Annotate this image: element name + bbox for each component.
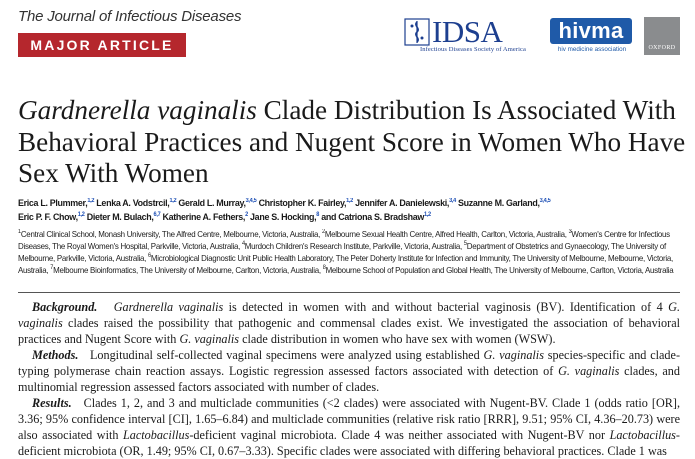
text-run: clades raised the possibility that pathogenic and commensal clades exist. We investigated the association of behavioral practices and Nugent Score with <box>18 316 680 346</box>
author-affiliation-marker: 1,2 <box>346 198 353 204</box>
author-name: Eric P. F. Chow, <box>18 211 78 223</box>
author-name: Jennifer A. Danielewski, <box>355 198 450 209</box>
text-run: species-specific and clade-typing polymerase chain reaction assays. Logistic regression assessed factors associated with detection of <box>18 348 680 378</box>
author-name: Suzanne M. Garland, <box>458 198 540 209</box>
author-name: Erica L. Plummer, <box>18 198 88 209</box>
hivma-subtitle: hiv medicine association <box>557 46 627 53</box>
italic-term: G. vaginalis <box>18 300 680 330</box>
text-run: clades, and multinomial regression assessed factors associated with number of clades. <box>18 364 680 394</box>
italic-term: Gardnerella vaginalis <box>113 300 224 314</box>
author-affiliation-marker: 1,2 <box>423 211 431 218</box>
results-heading: Results. <box>32 396 72 410</box>
italic-term: G. vaginalis <box>179 332 240 346</box>
oxford-logo: OXFORD <box>644 17 680 55</box>
affiliation-number: 5 <box>463 241 467 247</box>
affiliation-number: 6 <box>148 253 151 259</box>
author-affiliation-marker: 1,2 <box>77 211 85 218</box>
author-name: Christopher K. Fairley, <box>258 198 347 209</box>
italic-term: G. vaginalis <box>483 348 544 362</box>
results-body <box>18 396 680 458</box>
methods-body <box>18 348 680 394</box>
affiliations <box>18 228 684 276</box>
affiliation-number: 2 <box>321 229 325 235</box>
author-affiliation-marker: 8 <box>316 211 320 218</box>
methods-heading: Methods. <box>32 348 79 362</box>
author-name: Lenka A. Vodstrcil, <box>96 198 170 209</box>
author-name: Jane S. Hocking, <box>250 211 317 223</box>
idsa-logo <box>402 16 544 56</box>
idsa-subtitle: Infectious Diseases Society of America <box>420 46 526 53</box>
article-title <box>18 95 688 190</box>
text-run: clade distribution in women who have sex with women (WSW). <box>239 332 556 346</box>
affiliation-text: Women's Centre for Infectious Diseases, The Royal Women's Hospital, Parkville, Victoria, Australia, <box>18 229 670 251</box>
hivma-wordmark: hivma <box>550 18 632 44</box>
italic-term: G. vaginalis <box>558 364 620 378</box>
author-affiliation-marker: 1,2 <box>169 198 177 204</box>
author-affiliation-marker: 3,4 <box>449 198 456 204</box>
article-type-banner: MAJOR ARTICLE <box>18 33 186 57</box>
author-name: Dieter M. Bulach, <box>86 211 154 223</box>
abstract-results <box>18 395 680 459</box>
author-affiliation-marker: 6,7 <box>153 211 161 218</box>
author-affiliation-marker: 3,4,5 <box>245 198 257 204</box>
affiliation-text: Murdoch Children's Research Institute, Parkville, Victoria, Australia, <box>244 241 464 251</box>
title-italic-part: Gardnerella vaginalis <box>18 95 257 125</box>
author-affiliation-marker: 3,4,5 <box>539 198 551 204</box>
affiliation-text: Microbiological Diagnostic Unit Public Health Laboratory, The Peter Doherty Institute for Infection and Immunity, The University of Melbourne, Melbourne, Victoria, Australia, <box>18 253 673 275</box>
text-run: -deficient vaginal microbiota. Clade 4 was neither associated with Nugent-BV nor <box>189 428 610 442</box>
author-list <box>18 197 688 224</box>
author-name: Katherine A. Fethers, <box>162 211 246 223</box>
author-name: and Catriona S. Bradshaw <box>321 211 424 223</box>
affiliation-number: 7 <box>50 265 54 271</box>
text-run: is detected in women with and without bacterial vaginosis (BV). Identification of 4 <box>223 300 669 314</box>
affiliation-number: 8 <box>322 265 326 271</box>
background-body <box>18 300 680 346</box>
background-heading: Background. <box>32 300 98 314</box>
text-run: Clades 1, 2, and 3 and multiclade communities (<2 clades) were associated with Nugent-BV. Clade 1 (odds ratio [OR], 3.36; 95% confidence interval [CI], 1.65–6.84) and multiclade communities (relative risk ratio [RRR], 9.51; 95% CI, 4.36–20.73) were also associated with <box>18 396 680 442</box>
text-run: Longitudinal self-collected vaginal specimens were analyzed using established <box>89 348 484 362</box>
affiliation-number: 1 <box>18 229 21 235</box>
affiliation-number: 4 <box>241 241 245 247</box>
affiliation-text: Melbourne Sexual Health Centre, Alfred Health, Carlton, Victoria, Australia, <box>324 229 569 239</box>
hivma-logo <box>550 16 634 56</box>
italic-term: Lactobacillus <box>609 428 676 442</box>
affiliation-text: Melbourne School of Population and Global Health, The University of Melbourne, Carlton, Victoria, Australia <box>325 265 674 275</box>
publisher-logos <box>402 16 680 56</box>
abstract <box>18 299 680 459</box>
abstract-methods <box>18 347 680 395</box>
italic-term: Lactobacillus <box>122 428 190 442</box>
author-affiliation-marker: 2 <box>245 211 248 218</box>
affiliation-text: Melbourne Bioinformatics, The University of Melbourne, Carlton, Victoria, Australia, <box>53 265 323 275</box>
idsa-emblem-icon <box>404 18 430 46</box>
author-name: Gerald L. Murray, <box>178 198 246 209</box>
journal-name: The Journal of Infectious Diseases <box>18 8 242 25</box>
affiliation-number: 3 <box>568 229 572 235</box>
title-rest: Clade Distribution Is Associated With Behavioral Practices and Nugent Score in Women Who Have Sex With Women <box>18 95 686 188</box>
author-affiliation-marker: 1,2 <box>87 198 95 204</box>
affiliation-text: Department of Obstetrics and Gynaecology, The University of Melbourne, Parkville, Victoria, Australia, <box>18 241 666 263</box>
divider <box>18 292 680 293</box>
text-run: -deficient microbiota (OR, 1.49; 95% CI, 0.67–3.33). Specific clades were associated with differing behavioral practices. Clade 1 was <box>18 428 680 458</box>
idsa-wordmark: IDSA <box>432 14 503 49</box>
abstract-background <box>18 299 680 347</box>
affiliation-text: Central Clinical School, Monash University, The Alfred Centre, Melbourne, Victoria, Australia, <box>20 229 322 239</box>
